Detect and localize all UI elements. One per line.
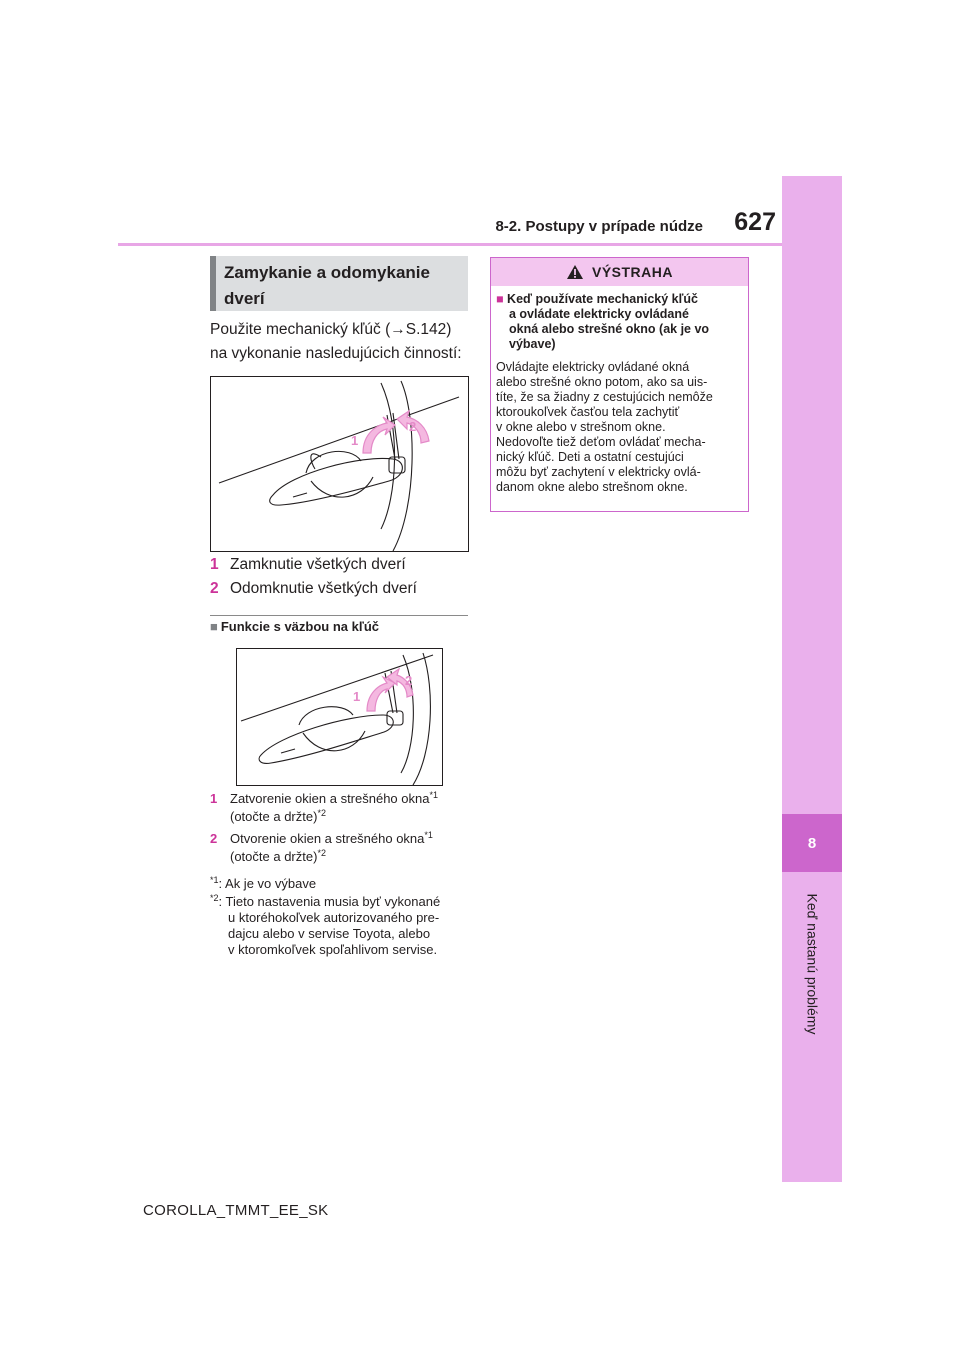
figure2-item-2: [210, 830, 470, 866]
section-title-line1: Zamykanie a odomykanie: [224, 263, 430, 282]
footnote-1: [210, 876, 472, 892]
item-number: 1: [210, 791, 218, 806]
chapter-title-vertical: [782, 884, 842, 1044]
item-text-line2: (otočte a držte): [230, 809, 318, 824]
footnote-2: [210, 894, 472, 958]
chapter-number-badge: 8: [782, 814, 842, 872]
item-sup1: *1: [424, 830, 433, 840]
figure-door-handle-key: [210, 376, 469, 552]
square-bullet-icon: ■: [210, 619, 218, 634]
item-sup1: *1: [429, 790, 438, 800]
subsection-rule: [210, 615, 468, 616]
warning-subtitle-line3: okná alebo strešné okno (ak je vo: [509, 322, 710, 336]
chapter-title-text: Keď nastanú problémy: [804, 893, 821, 1035]
subsection-heading: [210, 619, 379, 634]
warning-body-line: Ovládajte elektricky ovládané okná: [496, 360, 690, 374]
footnote-text-line4: v ktoromkoľvek spoľahlivom servise.: [228, 942, 438, 957]
door-handle-illustration-2: [237, 649, 442, 785]
item-number: 2: [210, 580, 219, 597]
warning-triangle-icon: [566, 264, 584, 280]
item-number: 2: [210, 831, 218, 846]
intro-line1: Použite mechanický kľúč (→S.142): [210, 321, 452, 338]
page-number: 627: [734, 208, 776, 236]
warning-body-line: títe, že sa žiadny z cestujúcich nemôže: [496, 390, 713, 404]
footnote-text-line1: : Tieto nastavenia musia byť vykonané: [218, 894, 441, 909]
item-text: Odomknutie všetkých dverí: [230, 580, 417, 597]
item-sup2: *2: [317, 848, 326, 858]
warning-subtitle-line4: výbave): [509, 337, 556, 351]
figure2-item-1: [210, 790, 470, 826]
warning-body-line: môžu byť zachytení v elektricky ovlá-: [496, 465, 701, 479]
close-windows-arrow-icon: [367, 677, 395, 711]
footnote-mark: *1: [210, 875, 219, 885]
warning-body: [496, 360, 748, 495]
warning-body-line: v okne alebo v strešnom okne.: [496, 420, 666, 434]
warning-body-line: Nedovoľte tiež deťom ovládať mecha-: [496, 435, 706, 449]
section-header: [210, 256, 468, 311]
door-handle-illustration: [211, 377, 468, 551]
item-number: 1: [210, 556, 219, 573]
intro-paragraph: [210, 318, 470, 366]
header-rule: [118, 243, 782, 246]
warning-header: [491, 258, 748, 286]
subsection-title: Funkcie s väzbou na kľúč: [220, 619, 380, 634]
header-section-title: 8-2. Postupy v prípade núdze: [495, 218, 703, 235]
footnote-mark: *2: [210, 893, 219, 903]
callout-1: 1: [353, 689, 361, 704]
item-text-line2: (otočte a držte): [230, 849, 318, 864]
item-text-line1: Otvorenie okien a strešného okna: [230, 831, 425, 846]
callout-2: 2: [409, 419, 417, 434]
warning-subtitle: [496, 292, 746, 352]
figure1-item-1: [210, 553, 406, 577]
section-title-line2: dverí: [224, 289, 265, 308]
item-text: Zamknutie všetkých dverí: [230, 556, 406, 573]
item-text-line1: Zatvorenie okien a strešného okna: [230, 791, 430, 806]
warning-subtitle-line1: Keď používate mechanický kľúč: [507, 292, 699, 306]
square-bullet-icon: ■: [496, 292, 504, 306]
warning-subtitle-line2: a ovládate elektricky ovládané: [509, 307, 689, 321]
warning-body-line: alebo strešné okno potom, ako sa uis-: [496, 375, 708, 389]
figure-key-linked-functions: [236, 648, 443, 786]
figure1-item-2: [210, 577, 417, 601]
intro-line2: na vykonanie nasledujúcich činností:: [210, 345, 462, 362]
callout-1: 1: [351, 433, 359, 448]
warning-title: VÝSTRAHA: [591, 264, 673, 280]
warning-body-line: danom okne alebo strešnom okne.: [496, 480, 688, 494]
footnote-text: : Ak je vo výbave: [218, 876, 317, 891]
item-sup2: *2: [317, 808, 326, 818]
warning-body-line: nický kľúč. Deti a ostatní cestujúci: [496, 450, 684, 464]
footnote-text-line2: u ktoréhokoľvek autorizovaného pre-: [228, 910, 440, 925]
warning-body-line: ktoroukoľvek časťou tela zachytiť: [496, 405, 680, 419]
footer-document-code: COROLLA_TMMT_EE_SK: [143, 1202, 329, 1219]
callout-2: 2: [405, 673, 413, 688]
footnote-text-line3: dajcu alebo v servise Toyota, alebo: [228, 926, 431, 941]
